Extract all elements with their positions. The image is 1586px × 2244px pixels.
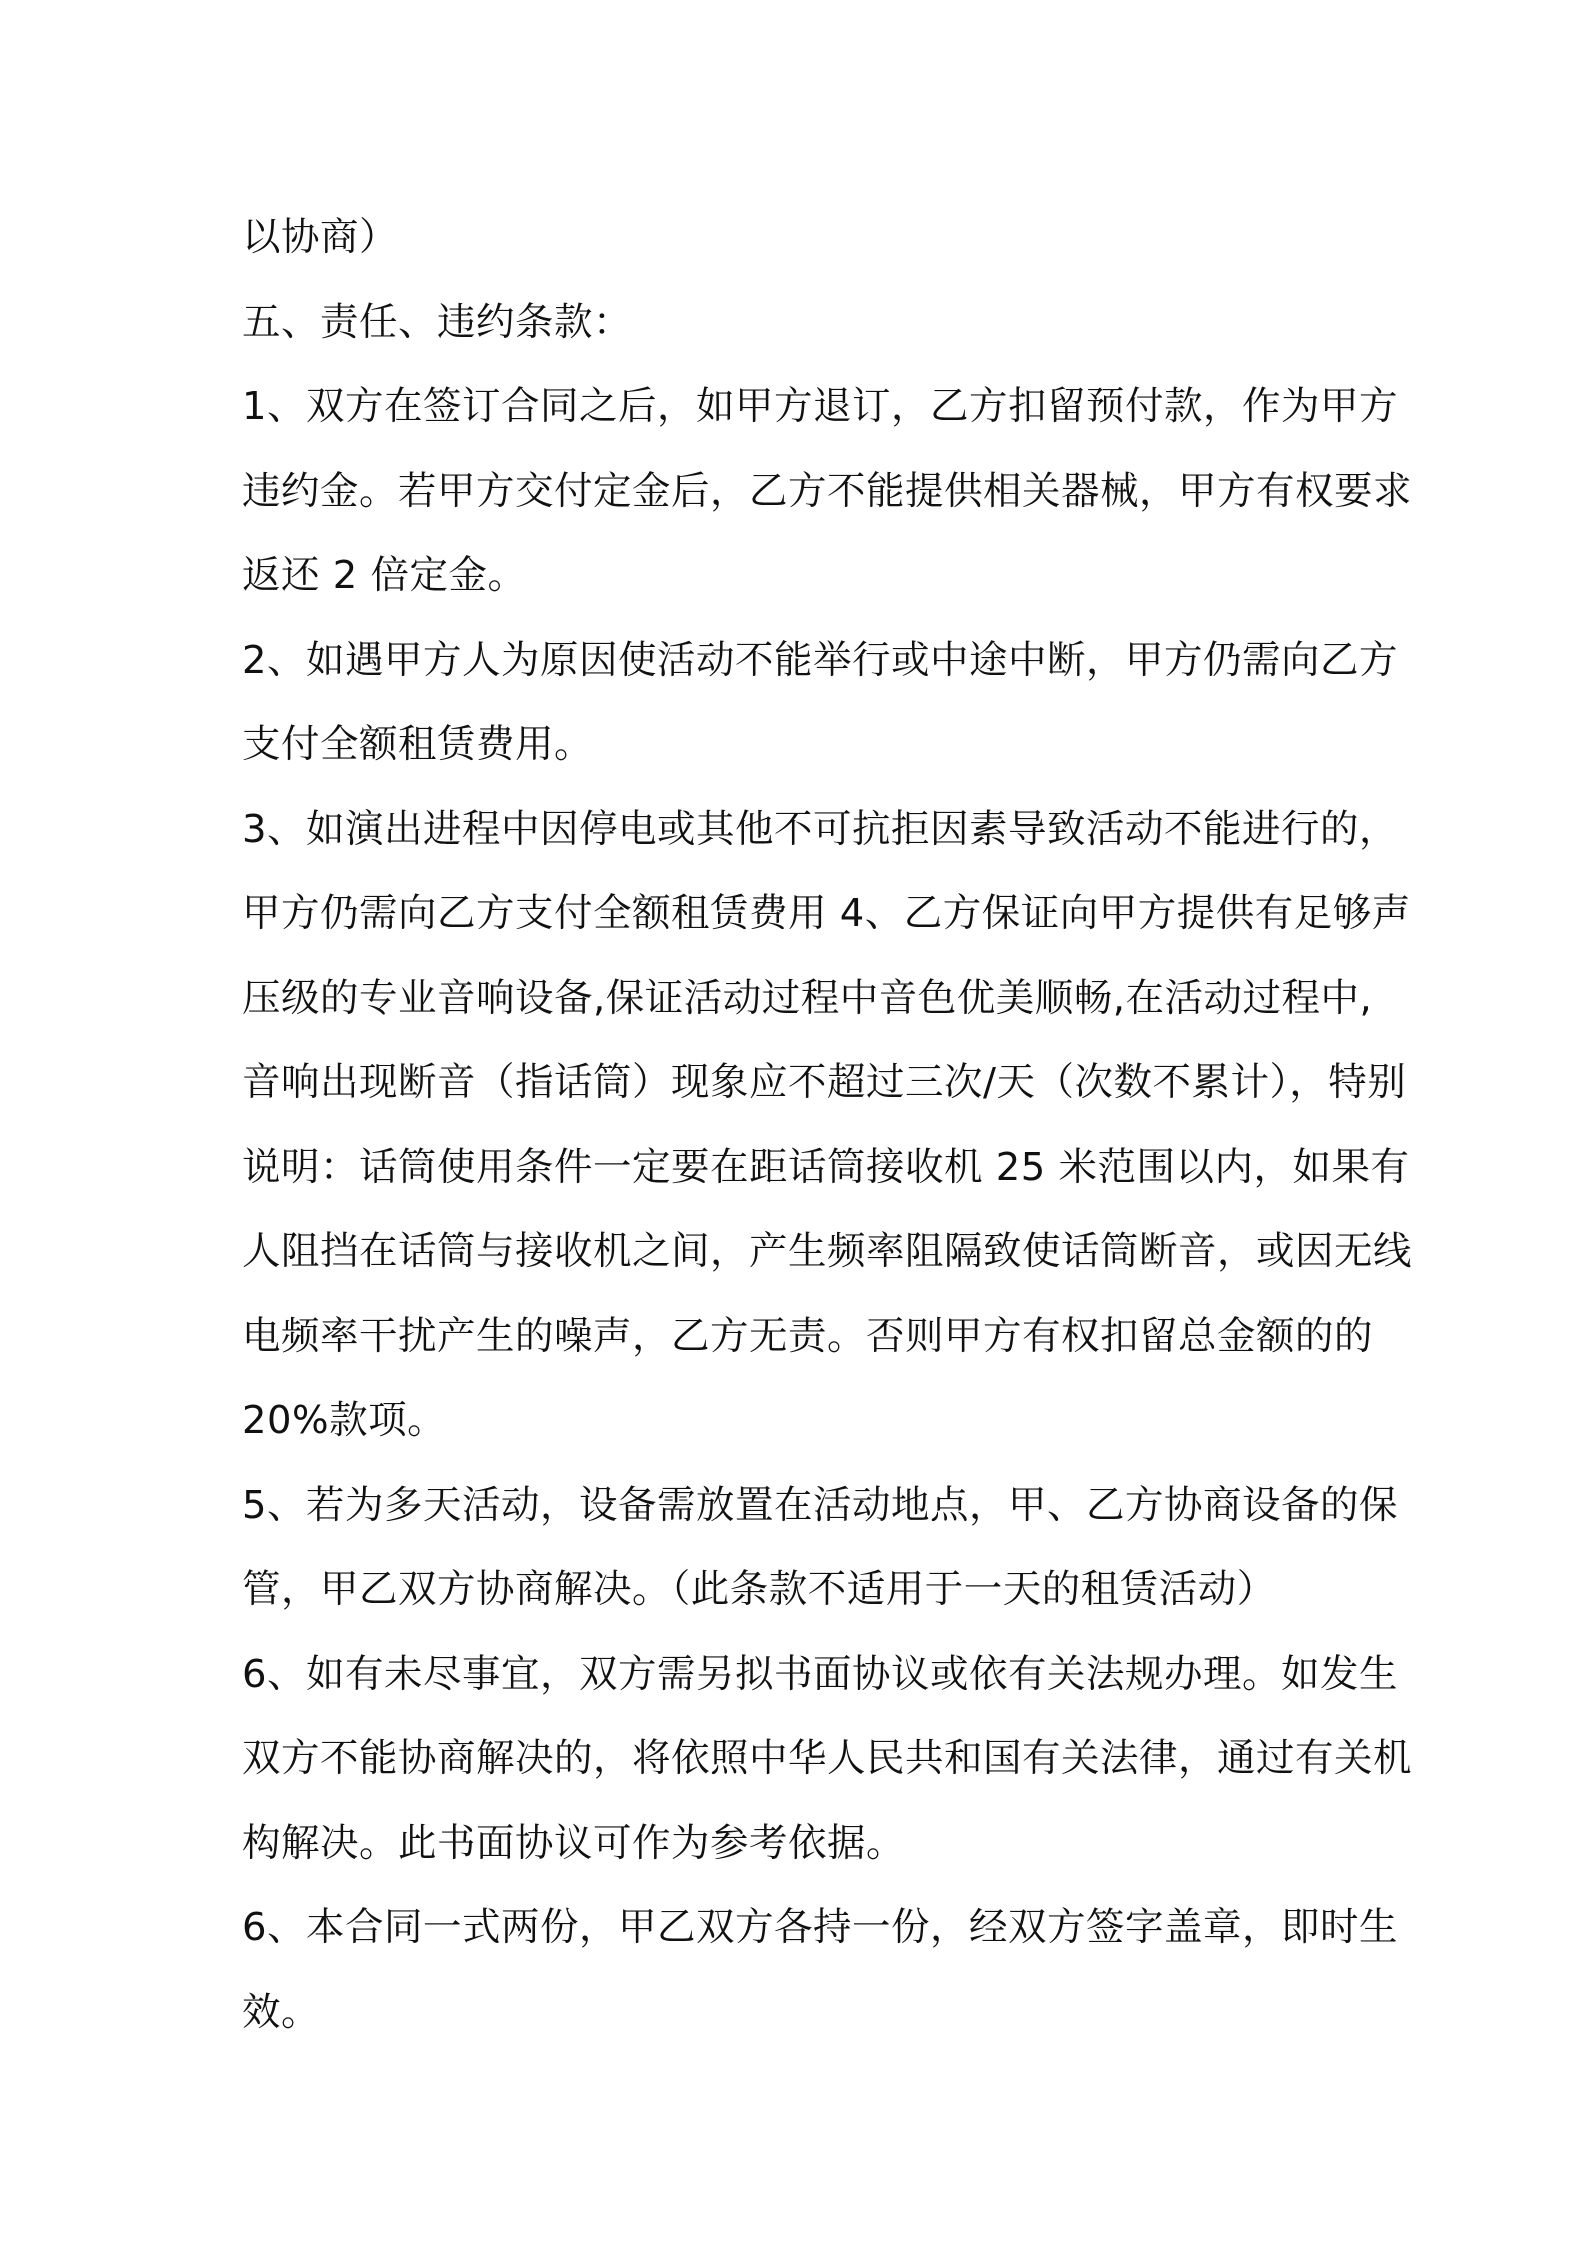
text-line: 1、双方在签订合同之后，如甲方退订，乙方扣留预付款，作为甲方 (242, 384, 1398, 429)
text-line: 20%款项。 (242, 1398, 447, 1443)
text-line: 人阻挡在话筒与接收机之间，产生频率阻隔致使话筒断音，或因无线 (242, 1229, 1413, 1274)
text-line: 电频率干扰产生的噪声，乙方无责。否则甲方有权扣留总金额的的 (242, 1313, 1374, 1359)
clause-6 (242, 1633, 1413, 1887)
paragraph-continuation (242, 196, 1360, 281)
clause-6-copies (242, 1886, 1398, 2055)
text-line: 6、如有未尽事宜，双方需另拟书面协议或依有关法规办理。如发生 (242, 1651, 1398, 1697)
text-line: 支付全额租赁费用。 (242, 722, 594, 767)
text-line: 五、责任、违约条款： (242, 299, 633, 345)
text-line: 压级的专业音响设备,保证活动过程中音色优美顺畅,在活动过程中, (242, 975, 1373, 1021)
text-line: 返还 2 倍定金。 (242, 553, 527, 598)
text-line: 以协商） (242, 215, 399, 260)
clause-1 (242, 365, 1413, 619)
text-line: 双方不能协商解决的，将依照中华人民共和国有关法律，通过有关机 (242, 1736, 1413, 1781)
text-line: 说明：话筒使用条件一定要在距话筒接收机 25 米范围以内，如果有 (242, 1144, 1410, 1190)
text-line: 2、如遇甲方人为原因使活动不能举行或中途中断，甲方仍需向乙方 (242, 637, 1398, 683)
document-body (242, 196, 1413, 2055)
text-line: 效。 (242, 1989, 321, 2035)
text-line: 构解决。此书面协议可作为参考依据。 (242, 1820, 906, 1866)
clause-2 (242, 619, 1398, 788)
text-line: 管，甲乙双方协商解决。（此条款不适用于一天的租赁活动） (242, 1567, 1276, 1612)
text-line: 违约金。若甲方交付定金后，乙方不能提供相关器械，甲方有权要求 (242, 468, 1413, 514)
text-line: 音响出现断音（指话筒）现象应不超过三次/天（次数不累计），特别 (242, 1060, 1407, 1105)
text-line: 甲方仍需向乙方支付全额租赁费用 4、乙方保证向甲方提供有足够声 (242, 891, 1411, 936)
text-line: 5、若为多天活动，设备需放置在活动地点，甲、乙方协商设备的保 (242, 1482, 1398, 1528)
text-line: 3、如演出进程中因停电或其他不可抗拒因素导致活动不能进行的， (242, 806, 1398, 852)
section-heading-liability (242, 281, 1360, 366)
clause-5 (242, 1464, 1398, 1633)
clause-3 (242, 788, 1413, 1464)
text-line: 6、本合同一式两份，甲乙双方各持一份，经双方签字盖章，即时生 (242, 1905, 1398, 1950)
